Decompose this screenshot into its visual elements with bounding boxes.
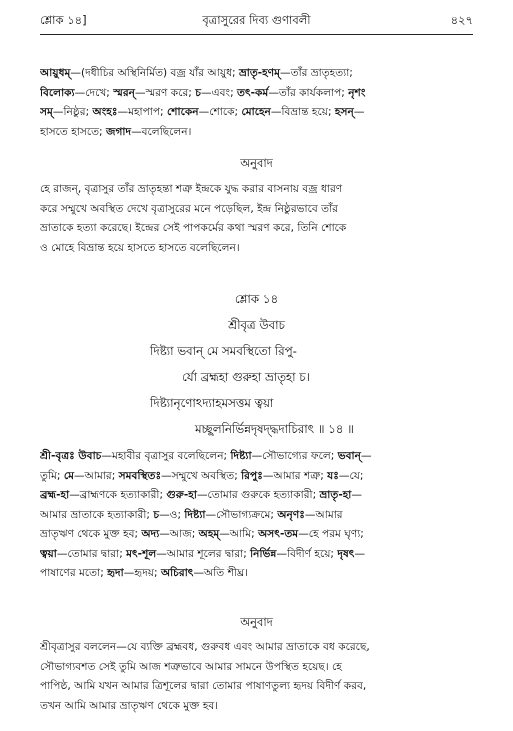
- verse-speaker: শ্রীবৃত্র উবাচ: [228, 318, 285, 332]
- sanskrit-term: ত্বয়া: [40, 547, 57, 560]
- header-chapter-title: বৃত্রাসুরের দিব্য গুণাবলী: [202, 13, 311, 27]
- gloss: পাষাণের মতো;: [40, 567, 108, 579]
- gloss: —সৌভাগ্যের ফলে;: [251, 450, 338, 462]
- translation-2: [40, 638, 473, 716]
- sanskrit-term: হসন্: [334, 106, 354, 118]
- sanskrit-term: ভ্রাতৃ-হা: [319, 489, 352, 501]
- synonym-line: [40, 486, 473, 506]
- gloss: —মহাপাপ;: [117, 106, 167, 118]
- gloss: —ব্রাহ্মণকে হত্যাকারী;: [69, 489, 167, 501]
- sanskrit-term: ব্রহ্ম-হা: [40, 489, 70, 501]
- sanskrit-term: নৃশং: [348, 86, 366, 99]
- translation-2-line: তখন আমি আমার ভ্রাতৃঋণ থেকে মুক্ত হব।: [40, 699, 219, 712]
- translation-1: [40, 180, 473, 258]
- gloss: —বিভ্রান্ত হয়ে;: [270, 106, 335, 118]
- gloss: —বিদীর্ণ হয়ে;: [276, 547, 338, 560]
- translation-1-line: করে সম্মুখে অবস্থিত দেখে বৃত্রাসুরের মনে পড়েছিল, ইন্দ্র নিষ্ঠুরভাবে তাঁর: [40, 202, 338, 215]
- verse-line-4: মচ্ছূলনির্ভিন্নদৃষদ্দ্ধদাচিরাৎ ॥ ১৪ ॥: [195, 422, 354, 436]
- sanskrit-term: জগাদ: [106, 125, 132, 138]
- header-page-number: ৪২৭: [450, 13, 473, 27]
- sanskrit-term: সমবস্থিতঃ: [118, 469, 162, 482]
- sanskrit-term: চ: [153, 508, 160, 521]
- gloss: —আমার;: [74, 469, 119, 482]
- sanskrit-term: অনৃণঃ: [277, 508, 305, 521]
- sanskrit-term: মোহেন: [241, 106, 271, 118]
- translation-2-line: সৌভাগ্যবশত সেই তুমি আজ শত্রুভাবে আমার সামনে উপস্থিত হয়েছ। হে: [40, 660, 342, 673]
- synonyms-top: [40, 64, 473, 142]
- gloss: ভ্রাতৃঋণ থেকে মুক্ত হব;: [40, 528, 142, 540]
- synonym-line: [40, 103, 473, 123]
- page-header: [40, 12, 473, 32]
- gloss: —সৌভাগ্যক্রমে;: [205, 508, 278, 521]
- sanskrit-term: ভবান্: [337, 450, 361, 462]
- gloss: —হৃদয়;: [123, 567, 161, 579]
- synonym-line: [40, 467, 473, 487]
- synonym-line: [40, 447, 473, 467]
- gloss: —যে;: [338, 469, 364, 482]
- gloss: —: [354, 547, 366, 560]
- translation-2-line: শ্রীবৃত্রাসুর বললেন—যে ব্যক্তি ব্রহ্মবধ, গুরুবধ এবং আমার ভ্রাতাকে বধ করেছে,: [40, 641, 370, 653]
- sanskrit-term: যঃ: [327, 469, 339, 482]
- header-verse-ref: শ্লোক ১৪]: [40, 13, 87, 27]
- sanskrit-term: অহম্: [198, 528, 220, 540]
- translation-heading-1: অনুবাদ: [240, 156, 273, 170]
- gloss: —আজ;: [159, 528, 199, 540]
- gloss: —তোমার গুরুকে হত্যাকারী;: [196, 489, 320, 501]
- gloss: —সম্মুখে অবস্থিত;: [161, 469, 242, 482]
- gloss: —(দধীচির অস্থিনির্মিত) বজ্র যাঁর আয়ুধ;: [70, 67, 239, 79]
- synonym-line: [40, 545, 473, 565]
- gloss: —তাঁর ভ্রাতৃহত্যা;: [280, 67, 353, 79]
- sanskrit-term: স্মরন্: [113, 86, 136, 99]
- gloss: —শোকে;: [198, 106, 242, 118]
- sanskrit-term: মৎ-শূল: [126, 547, 157, 560]
- translation-2-line: পাপিষ্ঠ, আমি যখন আমার ত্রিশূলের দ্বারা তোমার পাষাণতুল্য হৃদয় বিদীর্ণ করব,: [40, 680, 367, 692]
- synonyms-verse: [40, 447, 473, 584]
- gloss: —আমার শত্রু;: [262, 469, 328, 482]
- sanskrit-term: রিপুঃ: [241, 469, 263, 482]
- sanskrit-term: তৎ-কর্ম: [237, 86, 269, 99]
- translation-heading-2: অনুবাদ: [240, 615, 273, 629]
- sanskrit-term: হৃদা: [107, 567, 124, 579]
- sanskrit-term: দিষ্ট্যা: [230, 450, 252, 462]
- header-rule: [40, 34, 473, 35]
- verse-line-1: দিষ্ট্যা ভবান্ মে সমবস্থিতো রিপু-: [150, 344, 297, 358]
- gloss: —: [353, 106, 365, 118]
- gloss: —তোমার দ্বারা;: [56, 547, 127, 560]
- gloss: —আমার শূলের দ্বারা;: [156, 547, 251, 560]
- sanskrit-term: দিষ্ট্যা: [184, 508, 206, 521]
- sanskrit-term: অসৎ-তম: [258, 528, 299, 540]
- gloss: —আমি;: [219, 528, 259, 540]
- verse-title: শ্লোক ১৪: [234, 292, 279, 306]
- sanskrit-term: গুরু-হা: [166, 489, 197, 501]
- translation-1-line: হে রাজন্, বৃত্রাসুর তাঁর ভ্রাতৃহন্তা শত্রু ইন্দ্রকে যুদ্ধ করার বাসনায় বজ্র ধারণ: [40, 183, 343, 195]
- sanskrit-term: সম্: [40, 106, 53, 118]
- sanskrit-term: অদ্য: [141, 528, 160, 540]
- gloss: —নিষ্ঠুর;: [52, 106, 93, 118]
- gloss: —: [351, 489, 362, 501]
- sanskrit-term: মে: [63, 469, 74, 482]
- verse-line-3: দিষ্ট্যানৃণোঽদ্যাহমসত্তম ত্বয়া: [150, 396, 274, 410]
- translation-1-line: ও মোহে বিভ্রান্ত হয়ে হাসতে হাসতে বলেছিলেন।: [40, 241, 240, 254]
- sanskrit-term: আয়ুধম্: [40, 67, 71, 79]
- gloss: —স্মরণ করে;: [135, 86, 196, 99]
- gloss: হাসতে হাসতে;: [40, 125, 106, 138]
- gloss: —তাঁর কার্যকলাপ;: [268, 86, 349, 99]
- sanskrit-term: অংহঃ: [92, 106, 118, 118]
- gloss: —বলেছিলেন।: [131, 125, 192, 138]
- synonym-line: [40, 123, 473, 143]
- synonym-line: [40, 564, 473, 584]
- sanskrit-term: ভ্রাতৃ-হণম্: [238, 67, 281, 79]
- gloss: —অতি শীঘ্র।: [193, 567, 249, 579]
- gloss: —ও;: [159, 508, 185, 521]
- sanskrit-term: নির্ভিন্ন: [250, 547, 277, 560]
- gloss: —: [360, 450, 372, 462]
- sanskrit-term: শ্রী-বৃত্রঃ উবাচ: [40, 450, 102, 462]
- synonym-line: [40, 64, 473, 84]
- gloss: —এবং;: [200, 86, 238, 99]
- verse-line-2: র্যো ব্রহ্মহা গুরুহা ভ্রাতৃহা চ।: [182, 370, 310, 384]
- gloss: তুমি;: [40, 469, 64, 482]
- sanskrit-term: অচিরাৎ: [160, 567, 194, 579]
- sanskrit-term: শোকেন: [166, 106, 199, 118]
- gloss: —দেখে;: [74, 86, 114, 99]
- synonym-line: [40, 525, 473, 545]
- gloss: আমার ভ্রাতাকে হত্যাকারী;: [40, 508, 154, 521]
- synonym-line: [40, 506, 473, 526]
- gloss: —আমার: [304, 508, 343, 521]
- gloss: —হে পরম ঘৃণ্য;: [298, 528, 364, 540]
- sanskrit-term: বিলোক্য: [40, 86, 75, 99]
- gloss: —মহাবীর বৃত্রাসুর বলেছিলেন;: [101, 450, 231, 462]
- translation-1-line: ভ্রাতাকে হত্যা করেছে। ইন্দ্রের সেই পাপকর্মের কথা স্মরণ করে, তিনি শোকে: [40, 222, 347, 234]
- sanskrit-term: দৃষৎ: [337, 547, 355, 560]
- synonym-line: [40, 84, 473, 104]
- sanskrit-term: চ: [195, 86, 201, 99]
